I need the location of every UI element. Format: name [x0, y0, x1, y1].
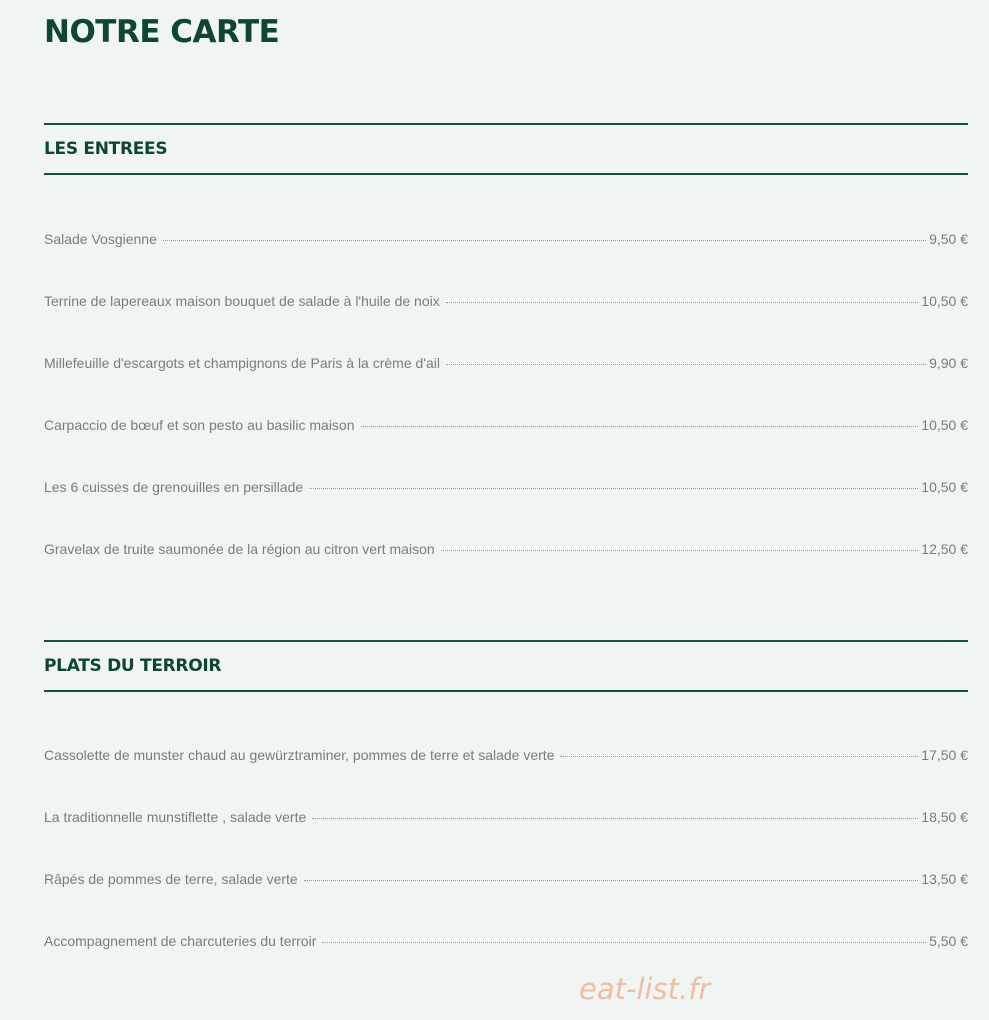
page-title: NOTRE CARTE: [44, 14, 280, 50]
menu-item-price: 17,50 €: [921, 747, 968, 763]
dotted-leader: [446, 364, 926, 365]
menu-item-price: 13,50 €: [921, 871, 968, 887]
section-header: [44, 123, 968, 175]
menu-item-name: Cassolette de munster chaud au gewürztraminer, pommes de terre et salade verte: [44, 747, 555, 763]
menu-item-name: Salade Vosgienne: [44, 231, 157, 247]
menu-item-price: 10,50 €: [921, 479, 968, 495]
menu-item-price: 9,50 €: [929, 231, 968, 247]
dotted-leader: [312, 818, 918, 819]
dotted-leader: [446, 302, 919, 303]
menu-item-name: Les 6 cuisses de grenouilles en persillade: [44, 479, 304, 495]
menu-item-name: Gravelax de truite saumonée de la région au citron vert maison: [44, 541, 435, 557]
menu-item: [44, 293, 968, 315]
menu-item: [44, 541, 968, 563]
menu-item-name: La traditionnelle munstiflette , salade verte: [44, 809, 307, 825]
section-title: PLATS DU TERROIR: [44, 656, 222, 676]
dotted-leader: [441, 550, 919, 551]
menu-item: [44, 871, 968, 893]
menu-item-name: Râpés de pommes de terre, salade verte: [44, 871, 298, 887]
section-entrees: [44, 123, 968, 557]
menu-item-price: 5,50 €: [929, 933, 968, 949]
menu-item-price: 18,50 €: [921, 809, 968, 825]
dotted-leader: [361, 426, 919, 427]
menu-item-price: 10,50 €: [921, 293, 968, 309]
menu-item: [44, 355, 968, 377]
section-plats-du-terroir: [44, 640, 968, 949]
dotted-leader: [163, 240, 926, 241]
menu-item: [44, 417, 968, 439]
menu-item: [44, 809, 968, 831]
menu-item-name: Carpaccio de bœuf et son pesto au basilic maison: [44, 417, 355, 433]
dotted-leader: [309, 488, 918, 489]
dotted-leader: [560, 756, 918, 757]
menu-item-name: Millefeuille d'escargots et champignons de Paris à la crème d'ail: [44, 355, 440, 371]
menu-item: [44, 747, 968, 769]
dotted-leader: [322, 942, 926, 943]
menu-item: [44, 479, 968, 501]
section-header: [44, 640, 968, 692]
menu-item-price: 9,90 €: [929, 355, 968, 371]
menu-item-name: Accompagnement de charcuteries du terroir: [44, 933, 317, 949]
watermark: eat-list.fr: [579, 972, 711, 1006]
menu-item-name: Terrine de lapereaux maison bouquet de salade à l'huile de noix: [44, 293, 440, 309]
menu-item-price: 12,50 €: [921, 541, 968, 557]
menu-item-price: 10,50 €: [921, 417, 968, 433]
menu-item: [44, 933, 968, 955]
section-title: LES ENTREES: [44, 139, 168, 159]
menu-item: [44, 231, 968, 253]
dotted-leader: [304, 880, 919, 881]
